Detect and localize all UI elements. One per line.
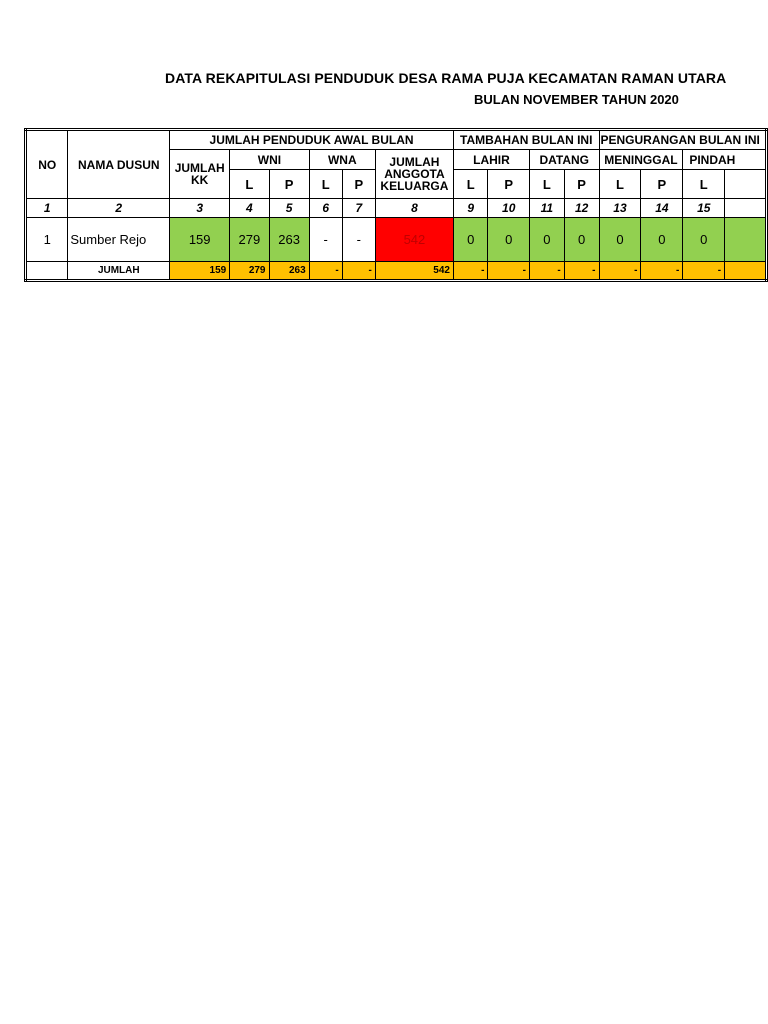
column-number: 10 — [488, 199, 530, 218]
column-number: 13 — [599, 199, 641, 218]
header-awal-bulan: JUMLAH PENDUDUK AWAL BULAN — [170, 130, 454, 150]
row-pindah-l: 0 — [683, 218, 725, 262]
header-lahir-p: P — [488, 170, 530, 199]
header-wni-l: L — [230, 170, 269, 199]
row-wna-p: - — [342, 218, 375, 262]
total-datang-l: - — [529, 262, 564, 281]
header-lahir-l: L — [453, 170, 488, 199]
row-lahir-l: 0 — [453, 218, 488, 262]
row-nama-dusun: Sumber Rejo — [68, 218, 170, 262]
column-number: 1 — [26, 199, 68, 218]
header-datang: DATANG — [529, 150, 599, 170]
row-meninggal-p: 0 — [641, 218, 683, 262]
total-label: JUMLAH — [68, 262, 170, 281]
header-jumlah-anggota: JUMLAH ANGGOTA KELUARGA — [375, 150, 453, 199]
header-nama-dusun: NAMA DUSUN — [68, 130, 170, 199]
total-meninggal-l: - — [599, 262, 641, 281]
row-wna-l: - — [309, 218, 342, 262]
column-number: 11 — [529, 199, 564, 218]
header-wna-p: P — [342, 170, 375, 199]
total-wni-l: 279 — [230, 262, 269, 281]
total-datang-p: - — [564, 262, 599, 281]
header-lahir: LAHIR — [453, 150, 529, 170]
header-meninggal-l: L — [599, 170, 641, 199]
total-pindah-p — [725, 262, 767, 281]
header-datang-l: L — [529, 170, 564, 199]
total-jumlah-anggota: 542 — [375, 262, 453, 281]
document-title: DATA REKAPITULASI PENDUDUK DESA RAMA PUJA KECAMATAN RAMAN UTARA — [165, 70, 727, 86]
column-number: 14 — [641, 199, 683, 218]
header-meninggal-p: P — [641, 170, 683, 199]
header-pindah-p — [725, 170, 767, 199]
row-datang-l: 0 — [529, 218, 564, 262]
row-meninggal-l: 0 — [599, 218, 641, 262]
row-wni-p: 263 — [269, 218, 309, 262]
document-subtitle: BULAN NOVEMBER TAHUN 2020 — [474, 92, 679, 107]
column-number: 7 — [342, 199, 375, 218]
total-jumlah-kk: 159 — [170, 262, 230, 281]
row-wni-l: 279 — [230, 218, 269, 262]
total-lahir-p: - — [488, 262, 530, 281]
header-datang-p: P — [564, 170, 599, 199]
total-wna-p: - — [342, 262, 375, 281]
column-number: 8 — [375, 199, 453, 218]
header-wna-l: L — [309, 170, 342, 199]
total-no — [26, 262, 68, 281]
recap-table — [24, 128, 768, 282]
column-number: 4 — [230, 199, 269, 218]
column-number: 5 — [269, 199, 309, 218]
row-jumlah-kk: 159 — [170, 218, 230, 262]
header-pindah-l: L — [683, 170, 725, 199]
column-number: 9 — [453, 199, 488, 218]
header-wni: WNI — [230, 150, 309, 170]
header-wni-p: P — [269, 170, 309, 199]
row-no: 1 — [26, 218, 68, 262]
total-pindah-l: - — [683, 262, 725, 281]
row-datang-p: 0 — [564, 218, 599, 262]
row-lahir-p: 0 — [488, 218, 530, 262]
row-jumlah-anggota: 542 — [375, 218, 453, 262]
row-pindah-p — [725, 218, 767, 262]
column-number — [725, 199, 767, 218]
column-number: 6 — [309, 199, 342, 218]
total-meninggal-p: - — [641, 262, 683, 281]
header-jumlah-kk: JUMLAH KK — [170, 150, 230, 199]
total-wna-l: - — [309, 262, 342, 281]
total-lahir-l: - — [453, 262, 488, 281]
column-number: 15 — [683, 199, 725, 218]
header-tambahan: TAMBAHAN BULAN INI — [453, 130, 599, 150]
header-wna: WNA — [309, 150, 375, 170]
header-pindah: PINDAH — [683, 150, 767, 170]
total-wni-p: 263 — [269, 262, 309, 281]
header-meninggal: MENINGGAL — [599, 150, 683, 170]
column-number: 2 — [68, 199, 170, 218]
recap-table-container — [24, 128, 768, 290]
column-number: 12 — [564, 199, 599, 218]
column-number: 3 — [170, 199, 230, 218]
header-pengurangan: PENGURANGAN BULAN INI — [599, 130, 767, 150]
header-no: NO — [26, 130, 68, 199]
